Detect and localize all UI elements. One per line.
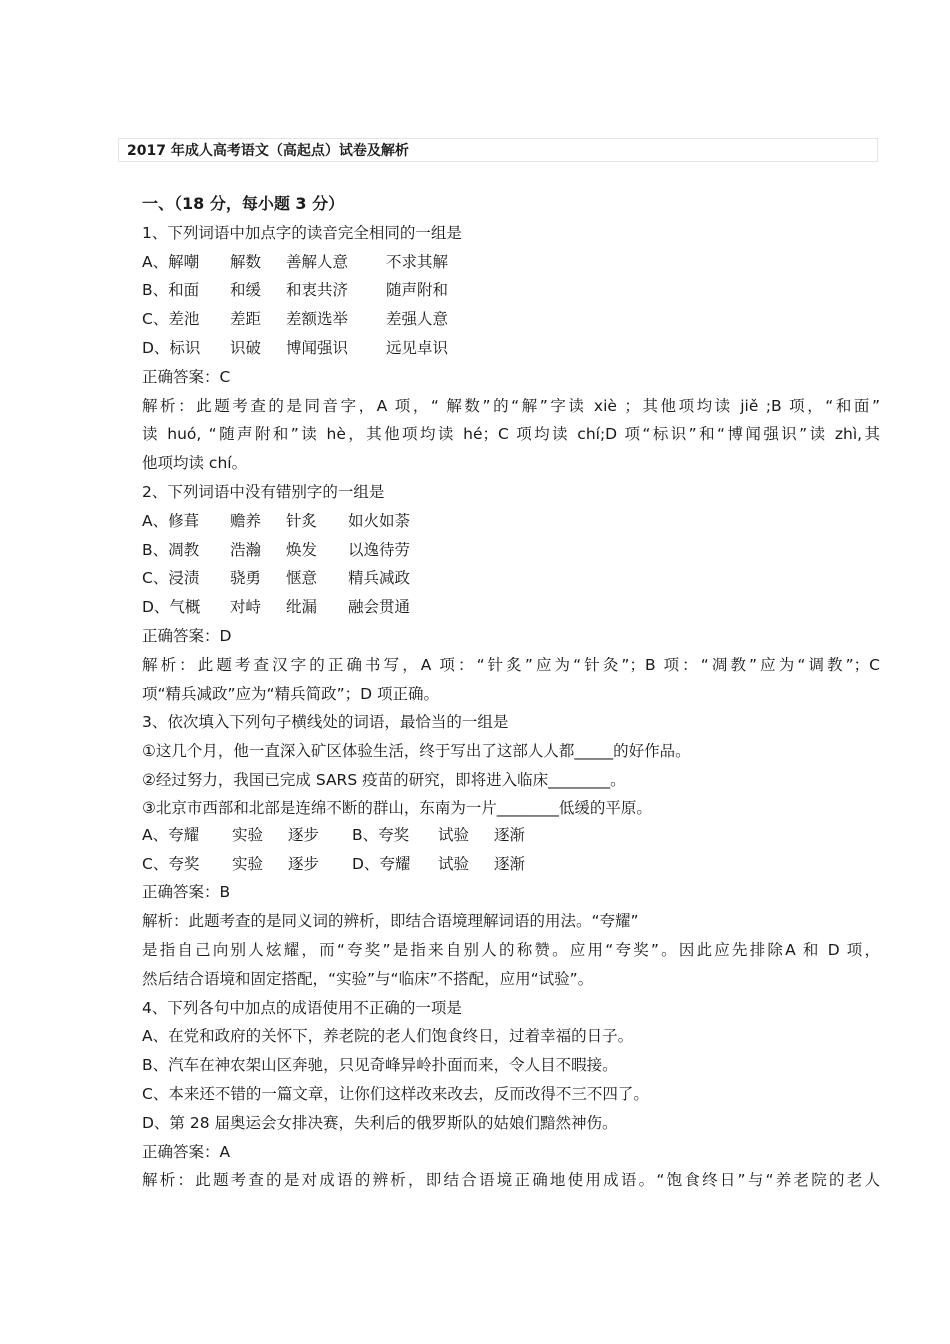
q1-option-d xyxy=(142,334,880,363)
q2-option-a-word-4: 如火如荼 xyxy=(348,511,411,530)
q3-analysis-line-2: 是指自己向别人炫耀，而“夸奖”是指来自别人的称赞。应用“夸奖”。因此应先排除A 和 D 项， xyxy=(142,940,880,959)
q1-option-d-word-4: 远见卓识 xyxy=(386,338,449,357)
q3-option-c-word-2: 实验 xyxy=(232,854,264,873)
q3-stem: 3、依次填入下列句子横线处的词语，最恰当的一组是 xyxy=(142,713,509,732)
q3-answer: 正确答案：B xyxy=(142,883,231,902)
q2-option-d-word-4: 融会贯通 xyxy=(348,598,411,617)
q3-option-d-word-1: D、夸耀 xyxy=(352,854,411,873)
q2-stem: 2、下列词语中没有错别字的一组是 xyxy=(142,482,385,501)
q1-option-b xyxy=(142,276,880,305)
q2-option-a-word-3: 针炙 xyxy=(286,511,318,530)
q3-option-d-word-3: 逐渐 xyxy=(494,854,526,873)
q3-sentence-1: ①这几个月，他一直深入矿区体验生活，终于写出了这部人人都_____的好作品。 xyxy=(142,742,691,761)
q1-analysis-line-2: 读 huó, “随声附和”读 hè，其他项均读 hé；C 项均读 chí;D 项“标识”和“博闻强识”读 zhì,其 xyxy=(142,425,880,444)
q3-option-a-word-1: A、夸耀 xyxy=(142,825,200,844)
document-body xyxy=(142,190,880,1195)
q2-option-a-word-1: A、修葺 xyxy=(142,511,200,530)
q2-option-a-word-2: 赡养 xyxy=(230,511,262,530)
q4-option-b: B、汽车在神农架山区奔驰，只见奇峰异岭扑面而来，令人目不暇接。 xyxy=(142,1056,618,1075)
q4-option-d: D、第 28 届奥运会女排决赛，失利后的俄罗斯队的姑娘们黯然神伤。 xyxy=(142,1113,618,1132)
q3-analysis-line-3: 然后结合语境和固定搭配，“实验”与“临床”不搭配，应用“试验”。 xyxy=(142,969,594,988)
q2-analysis-line-2: 项“精兵减政”应为“精兵简政”；D 项正确。 xyxy=(142,684,439,703)
q2-option-d-word-2: 对峙 xyxy=(230,598,262,617)
q1-stem: 1、下列词语中加点字的读音完全相同的一组是 xyxy=(142,223,462,242)
q3-options-row-2 xyxy=(142,850,880,879)
q1-option-b-word-4: 随声附和 xyxy=(386,281,449,300)
q4-option-c: C、本来还不错的一篇文章，让你们这样改来改去，反而改得不三不四了。 xyxy=(142,1084,649,1103)
q1-option-d-word-3: 博闻强识 xyxy=(286,338,349,357)
q3-option-b-word-2: 试验 xyxy=(438,825,470,844)
q2-option-b-word-3: 焕发 xyxy=(286,540,318,559)
q1-analysis-line-3: 他项均读 chí。 xyxy=(142,454,248,473)
q2-option-c xyxy=(142,564,880,593)
q4-stem: 4、下列各句中加点的成语使用不正确的一项是 xyxy=(142,998,462,1017)
q1-option-a xyxy=(142,248,880,277)
q2-option-d xyxy=(142,593,880,622)
q1-option-c-word-4: 差强人意 xyxy=(386,310,449,329)
q2-option-c-word-4: 精兵减政 xyxy=(348,569,411,588)
q2-option-c-word-1: C、浸渍 xyxy=(142,569,200,588)
document-title: 2017 年成人高考语文（高起点）试卷及解析 xyxy=(127,143,409,159)
q3-options-row-1 xyxy=(142,821,880,850)
q2-option-c-word-3: 惬意 xyxy=(286,569,318,588)
section-heading: 一、（18 分，每小题 3 分） xyxy=(142,194,345,213)
q1-option-a-word-3: 善解人意 xyxy=(286,252,349,271)
q1-option-d-word-1: D、标识 xyxy=(142,338,201,357)
q1-option-d-word-2: 识破 xyxy=(230,338,262,357)
q2-answer: 正确答案：D xyxy=(142,626,232,645)
q3-sentence-2: ②经过努力，我国已完成 SARS 疫苗的研究，即将进入临床________。 xyxy=(142,770,626,789)
q2-option-b-word-4: 以逸待劳 xyxy=(348,540,411,559)
q3-option-c-word-3: 逐步 xyxy=(288,854,320,873)
q1-option-a-word-4: 不求其解 xyxy=(386,252,449,271)
q3-analysis-line-1: 解析：此题考查的是同义词的辨析，即结合语境理解词语的用法。“夸耀” xyxy=(142,912,639,931)
q1-analysis-line-1: 解析：此题考查的是同音字，A 项，“ 解数”的“解”字读 xiè ；其他项均读 jiě ;B 项，“和面” xyxy=(142,396,880,415)
q2-option-d-word-1: D、气概 xyxy=(142,598,201,617)
document-header xyxy=(118,138,878,162)
q2-option-d-word-3: 纰漏 xyxy=(286,598,318,617)
q3-option-c-word-1: C、夸奖 xyxy=(142,854,200,873)
q1-option-b-word-2: 和缓 xyxy=(230,281,262,300)
q3-option-b-word-3: 逐渐 xyxy=(494,825,526,844)
q4-analysis-line-1: 解析：此题考查的是对成语的辨析，即结合语境正确地使用成语。“饱食终日”与“养老院的老人 xyxy=(142,1171,880,1190)
q1-option-c-word-2: 差距 xyxy=(230,310,262,329)
q1-answer: 正确答案：C xyxy=(142,367,231,386)
q3-option-b-word-1: B、夸奖 xyxy=(352,825,410,844)
q3-option-a-word-3: 逐步 xyxy=(288,825,320,844)
q3-option-d-word-2: 试验 xyxy=(438,854,470,873)
q1-option-b-word-3: 和衷共济 xyxy=(286,281,349,300)
q2-option-c-word-2: 骁勇 xyxy=(230,569,262,588)
q1-option-c-word-3: 差额选举 xyxy=(286,310,349,329)
q2-option-a xyxy=(142,507,880,536)
q2-option-b-word-2: 浩瀚 xyxy=(230,540,262,559)
q2-analysis-line-1: 解析：此题考查汉字的正确书写，A 项：“针炙”应为“针灸”；B 项：“凋教”应为“调教”；C xyxy=(142,655,880,674)
q2-option-b xyxy=(142,536,880,565)
q1-option-a-word-1: A、解嘲 xyxy=(142,252,200,271)
q3-sentence-3: ③北京市西部和北部是连绵不断的群山，东南为一片________低缓的平原。 xyxy=(142,798,652,817)
q4-option-a: A、在党和政府的关怀下，养老院的老人们饱食终日，过着幸福的日子。 xyxy=(142,1027,634,1046)
q1-option-c xyxy=(142,305,880,334)
q1-option-b-word-1: B、和面 xyxy=(142,281,200,300)
q2-option-b-word-1: B、凋教 xyxy=(142,540,200,559)
q3-option-a-word-2: 实验 xyxy=(232,825,264,844)
q4-answer: 正确答案：A xyxy=(142,1142,231,1161)
q1-option-a-word-2: 解数 xyxy=(230,252,262,271)
q1-option-c-word-1: C、差池 xyxy=(142,310,200,329)
